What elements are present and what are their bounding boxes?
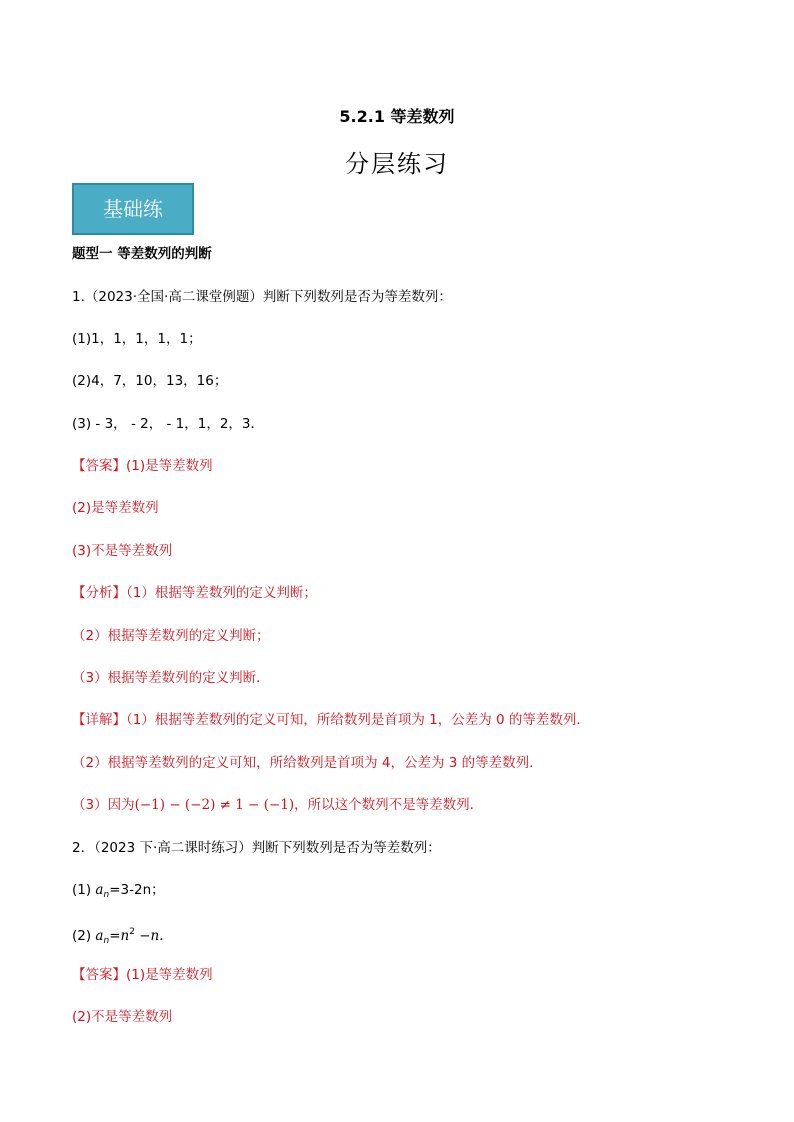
- question-2-answer-2: (2)不是等差数列: [72, 1009, 173, 1025]
- item2-eq: =: [109, 928, 121, 944]
- page-subtitle: 分层练习: [345, 150, 449, 178]
- item1-a: a: [95, 882, 104, 898]
- question-1-analysis-1: [72, 583, 317, 603]
- item2-n: n: [103, 936, 110, 946]
- analysis-text: （1）根据等差数列的定义判断；: [126, 585, 317, 601]
- detail3-math: (−1) − (−2) ≠ 1 − (−1): [134, 797, 295, 813]
- detail-text: （1）根据等差数列的定义可知，所给数列是首项为 1，公差为 0 的等差数列．: [126, 712, 590, 728]
- question-2-stem: 2．（2023 下·高二课时练习）判断下列数列是否为等差数列：: [72, 840, 441, 856]
- question-1-item-3: (3) - 3， - 2， - 1，1，2，3．: [72, 416, 265, 432]
- question-1-detail-3: [72, 795, 483, 815]
- analysis-tag: 【分析】: [72, 585, 126, 601]
- item2-base: n: [120, 928, 130, 944]
- question-1-item-1: (1)1，1，1，1，1；: [72, 331, 202, 347]
- item2-tail: −n.: [134, 928, 164, 944]
- answer-tag: 【答案】: [72, 967, 126, 983]
- question-1-item-2: (2)4，7，10，13，16；: [72, 373, 228, 389]
- detail-tag: 【详解】: [72, 712, 126, 728]
- question-1-analysis-2: （2）根据等差数列的定义判断；: [72, 628, 270, 644]
- section-title: 5.2.1 等差数列: [339, 107, 455, 126]
- question-2-answer-1: [72, 965, 213, 985]
- level-badge: 基础练: [72, 183, 194, 235]
- answer-tag: 【答案】: [72, 458, 126, 474]
- question-1-answer-3: (3)不是等差数列: [72, 543, 173, 559]
- question-2-item-1: [72, 880, 165, 905]
- item2-exp: 2: [129, 927, 135, 937]
- answer-text: (1)是等差数列: [126, 458, 213, 474]
- question-2-item-2: [72, 922, 164, 951]
- item2-prefix: (2): [72, 928, 96, 944]
- detail3-suffix: ，所以这个数列不是等差数列．: [294, 797, 484, 813]
- item1-prefix: (1): [72, 882, 96, 898]
- question-1-stem: 1.（2023·全国·高二课堂例题）判断下列数列是否为等差数列：: [72, 289, 452, 305]
- question-1-analysis-3: （3）根据等差数列的定义判断．: [72, 670, 270, 686]
- answer-text: (1)是等差数列: [126, 967, 213, 983]
- item2-a: a: [95, 928, 104, 944]
- question-1-detail-2: （2）根据等差数列的定义可知，所给数列是首项为 4，公差为 3 的等差数列．: [72, 755, 543, 771]
- question-1-answer-2: (2)是等差数列: [72, 500, 159, 516]
- question-1-answer-1: [72, 456, 213, 476]
- item1-rhs: =3-2n；: [109, 882, 165, 898]
- question-1-detail-1: [72, 710, 590, 730]
- topic-heading: 题型一 等差数列的判断: [72, 246, 212, 262]
- item1-n: n: [103, 890, 110, 900]
- detail3-prefix: （3）因为: [72, 797, 135, 813]
